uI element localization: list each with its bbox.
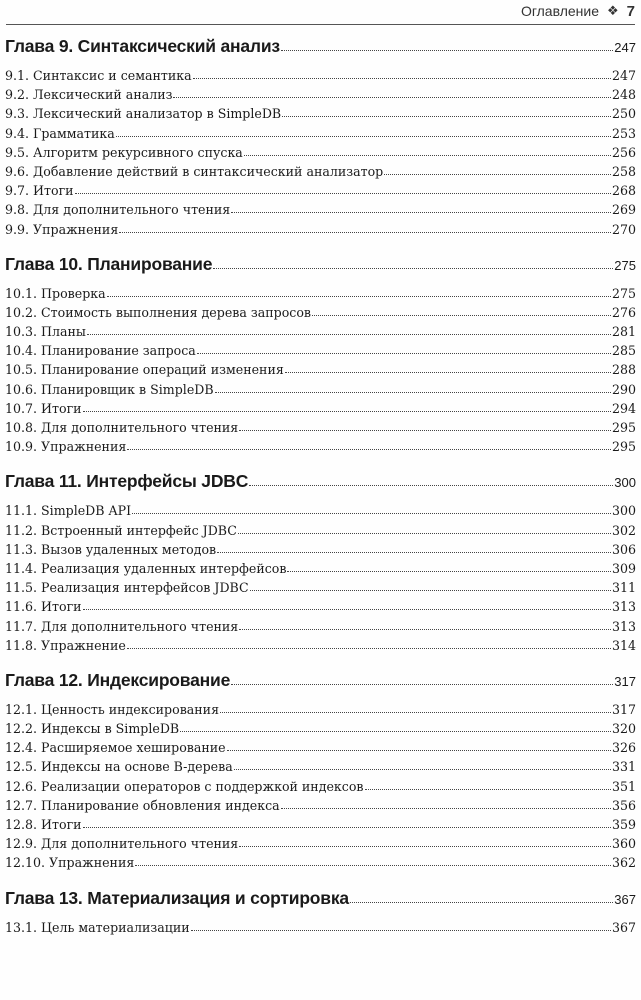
section-title: 9.9. Упражнения	[5, 221, 119, 237]
dot-leader	[215, 391, 611, 393]
chapter-entry[interactable]	[5, 670, 636, 702]
dot-leader	[282, 115, 611, 117]
section-title: 11.4. Реализация удаленных интерфейсов	[5, 560, 287, 576]
section-title: 10.8. Для дополнительного чтения	[5, 420, 239, 435]
section-title: 12.2. Индексы в SimpleDB	[5, 721, 180, 737]
section-entry[interactable]	[5, 87, 636, 106]
page-ref: 360	[611, 836, 636, 852]
dot-leader	[173, 96, 610, 98]
section-entry[interactable]	[5, 740, 636, 759]
dot-leader	[312, 314, 611, 316]
section-title: 10.7. Итоги	[5, 400, 82, 416]
section-title: 12.8. Итоги	[5, 817, 82, 832]
section-title: 10.9. Упражнения	[5, 439, 127, 455]
section-title: 10.4. Планирование запроса	[5, 343, 196, 359]
section-entry[interactable]	[5, 420, 636, 439]
page-ref: 269	[611, 202, 636, 218]
section-title: 10.5. Планирование операций изменения	[5, 362, 284, 378]
page-ref: 256	[611, 144, 636, 160]
section-entry[interactable]	[5, 798, 636, 817]
dot-leader	[384, 173, 611, 175]
section-entry[interactable]	[5, 305, 636, 324]
dot-leader	[193, 77, 611, 79]
section-title: 10.6. Планировщик в SimpleDB	[5, 381, 214, 397]
section-title: 9.2. Лексический анализ	[5, 87, 173, 103]
dot-leader	[234, 768, 611, 770]
section-title: 9.6. Добавление действий в синтаксический анализатор	[5, 163, 384, 179]
chapter-block	[5, 888, 636, 939]
page-ref: 285	[611, 343, 636, 359]
dot-leader	[249, 484, 613, 486]
dot-leader	[350, 901, 613, 903]
section-entry[interactable]	[5, 721, 636, 740]
section-entry[interactable]	[5, 106, 636, 125]
section-title: 12.4. Расширяемое хеширование	[5, 740, 226, 756]
section-entry[interactable]	[5, 817, 636, 836]
dot-leader	[239, 429, 611, 431]
dot-leader	[127, 647, 611, 649]
dot-leader	[217, 551, 611, 553]
dot-leader	[87, 333, 611, 335]
dot-leader	[132, 512, 611, 514]
page-ref: 247	[611, 68, 636, 83]
page-ref: 253	[611, 125, 636, 141]
section-title: 13.1. Цель материализации	[5, 919, 190, 935]
dot-leader	[227, 749, 611, 751]
section-entry[interactable]	[5, 542, 636, 561]
chapter-entry[interactable]	[5, 471, 636, 503]
dot-leader	[285, 371, 611, 373]
section-entry[interactable]	[5, 619, 636, 638]
section-entry[interactable]	[5, 561, 636, 580]
dot-leader	[135, 864, 611, 866]
page-ref: 313	[611, 618, 636, 634]
page-number: 7	[626, 2, 635, 20]
section-entry[interactable]	[5, 580, 636, 599]
dot-leader	[238, 532, 611, 534]
section-entry[interactable]	[5, 702, 636, 721]
page-ref: 317	[614, 673, 636, 689]
dot-leader	[365, 788, 611, 790]
section-entry[interactable]	[5, 222, 636, 241]
page-ref: 247	[614, 40, 636, 55]
chapter-title: Глава 10. Планирование	[5, 253, 213, 274]
page-ref: 367	[611, 919, 636, 935]
page-ref: 290	[611, 381, 636, 397]
running-header	[521, 0, 635, 22]
page-ref: 288	[611, 362, 636, 378]
section-title: 9.1. Синтаксис и семантика	[5, 68, 192, 83]
section-entry[interactable]	[5, 145, 636, 164]
page-ref: 313	[611, 599, 636, 615]
section-entry[interactable]	[5, 68, 636, 87]
page-ref: 331	[611, 759, 636, 775]
section-entry[interactable]	[5, 126, 636, 145]
dot-leader	[197, 352, 611, 354]
page-ref: 362	[611, 855, 636, 871]
page-ref: 320	[611, 721, 636, 737]
page-ref: 281	[611, 324, 636, 340]
page-ref: 359	[611, 817, 636, 832]
section-entry[interactable]	[5, 439, 636, 458]
dot-leader	[239, 845, 611, 847]
page-ref: 309	[611, 560, 636, 576]
dot-leader	[231, 211, 611, 213]
page-ref: 300	[614, 475, 636, 491]
section-entry[interactable]	[5, 401, 636, 420]
section-title: 10.1. Проверка	[5, 285, 106, 301]
section-title: 9.4. Грамматика	[5, 125, 115, 141]
section-title: 11.1. SimpleDB API	[5, 503, 132, 519]
dot-leader	[107, 295, 611, 297]
section-entry[interactable]	[5, 523, 636, 542]
section-title: 11.8. Упражнение	[5, 637, 126, 653]
page-ref: 367	[614, 891, 636, 907]
chapter-title: Глава 11. Интерфейсы JDBC	[5, 471, 249, 492]
dot-leader	[281, 807, 611, 809]
page-ref: 294	[611, 400, 636, 416]
page-ref: 275	[614, 257, 636, 273]
section-title: 9.8. Для дополнительного чтения	[5, 202, 231, 218]
section-entry[interactable]	[5, 836, 636, 855]
section-entry[interactable]	[5, 920, 636, 939]
page-ref: 356	[611, 797, 636, 813]
section-entry[interactable]	[5, 362, 636, 381]
page-ref: 351	[611, 778, 636, 794]
section-title: 12.1. Ценность индексирования	[5, 701, 220, 717]
dot-leader	[119, 231, 611, 233]
dot-leader	[220, 711, 611, 713]
section-entry[interactable]	[5, 164, 636, 183]
chapter-title: Глава 9. Синтаксический анализ	[5, 36, 280, 56]
page-ref: 276	[611, 304, 636, 320]
chapter-entry[interactable]	[5, 36, 636, 68]
chapter-block	[5, 471, 636, 657]
page-ref: 314	[611, 637, 636, 653]
header-title: Оглавление	[520, 3, 599, 19]
page-ref: 295	[611, 439, 636, 455]
dot-leader	[287, 570, 611, 572]
section-entry[interactable]	[5, 183, 636, 202]
dot-leader	[127, 448, 611, 450]
page-ref: 250	[611, 106, 636, 122]
dot-leader	[83, 826, 611, 828]
section-title: 9.5. Алгоритм рекурсивного спуска	[5, 144, 243, 160]
page-ref: 302	[611, 522, 636, 538]
section-entry[interactable]	[5, 599, 636, 618]
dot-leader	[244, 154, 611, 156]
section-entry[interactable]	[5, 202, 636, 221]
dot-leader	[250, 589, 611, 591]
page-ref: 300	[611, 503, 636, 519]
chapter-entry[interactable]	[5, 888, 636, 920]
page-ref: 275	[611, 285, 636, 301]
page-ref: 268	[611, 183, 636, 199]
page-ref: 317	[611, 701, 636, 717]
dot-leader	[116, 135, 611, 137]
dot-leader	[83, 410, 611, 412]
chapter-entry[interactable]	[5, 254, 636, 286]
section-entry[interactable]	[5, 759, 636, 778]
page-ref: 270	[611, 221, 636, 237]
ornament-icon: ❖	[607, 3, 619, 18]
dot-leader	[213, 267, 613, 269]
section-title: 12.10. Упражнения	[5, 855, 135, 871]
chapter-title: Глава 12. Индексирование	[5, 669, 231, 690]
section-title: 12.9. Для дополнительного чтения	[5, 836, 239, 852]
section-entry[interactable]	[5, 638, 636, 657]
dot-leader	[191, 929, 611, 931]
dot-leader	[75, 192, 611, 194]
chapter-block	[5, 36, 636, 241]
chapter-title: Глава 13. Материализация и сортировка	[5, 887, 349, 908]
section-entry[interactable]	[5, 503, 636, 522]
section-entry[interactable]	[5, 343, 636, 362]
chapter-block	[5, 254, 636, 459]
header-rule	[6, 24, 635, 25]
section-entry[interactable]	[5, 286, 636, 305]
table-of-contents	[5, 36, 636, 952]
dot-leader	[83, 608, 611, 610]
section-title: 10.2. Стоимость выполнения дерева запросов	[5, 304, 312, 320]
section-title: 12.7. Планирование обновления индекса	[5, 797, 280, 813]
page-ref: 311	[611, 580, 636, 596]
dot-leader	[180, 730, 611, 732]
section-title: 12.5. Индексы на основе B-дерева	[5, 759, 233, 775]
section-title: 11.5. Реализация интерфейсов JDBC	[5, 580, 249, 596]
section-title: 11.2. Встроенный интерфейс JDBC	[5, 522, 237, 538]
dot-leader	[231, 683, 613, 685]
page-ref: 306	[611, 541, 636, 557]
page-ref: 258	[611, 163, 636, 179]
section-title: 9.3. Лексический анализатор в SimpleDB	[5, 106, 282, 122]
page-ref: 248	[611, 87, 636, 103]
chapter-block	[5, 670, 636, 875]
section-title: 9.7. Итоги	[5, 183, 74, 199]
dot-leader	[239, 628, 611, 630]
page-ref: 295	[611, 420, 636, 435]
section-entry[interactable]	[5, 779, 636, 798]
section-title: 11.3. Вызов удаленных методов	[5, 541, 217, 557]
page-ref: 326	[611, 740, 636, 756]
section-title: 10.3. Планы	[5, 324, 86, 340]
section-title: 12.6. Реализации операторов с поддержкой индексов	[5, 778, 364, 794]
section-entry[interactable]	[5, 382, 636, 401]
section-entry[interactable]	[5, 855, 636, 874]
dot-leader	[281, 49, 613, 51]
section-title: 11.7. Для дополнительного чтения	[5, 618, 239, 634]
section-title: 11.6. Итоги	[5, 599, 82, 615]
section-entry[interactable]	[5, 324, 636, 343]
